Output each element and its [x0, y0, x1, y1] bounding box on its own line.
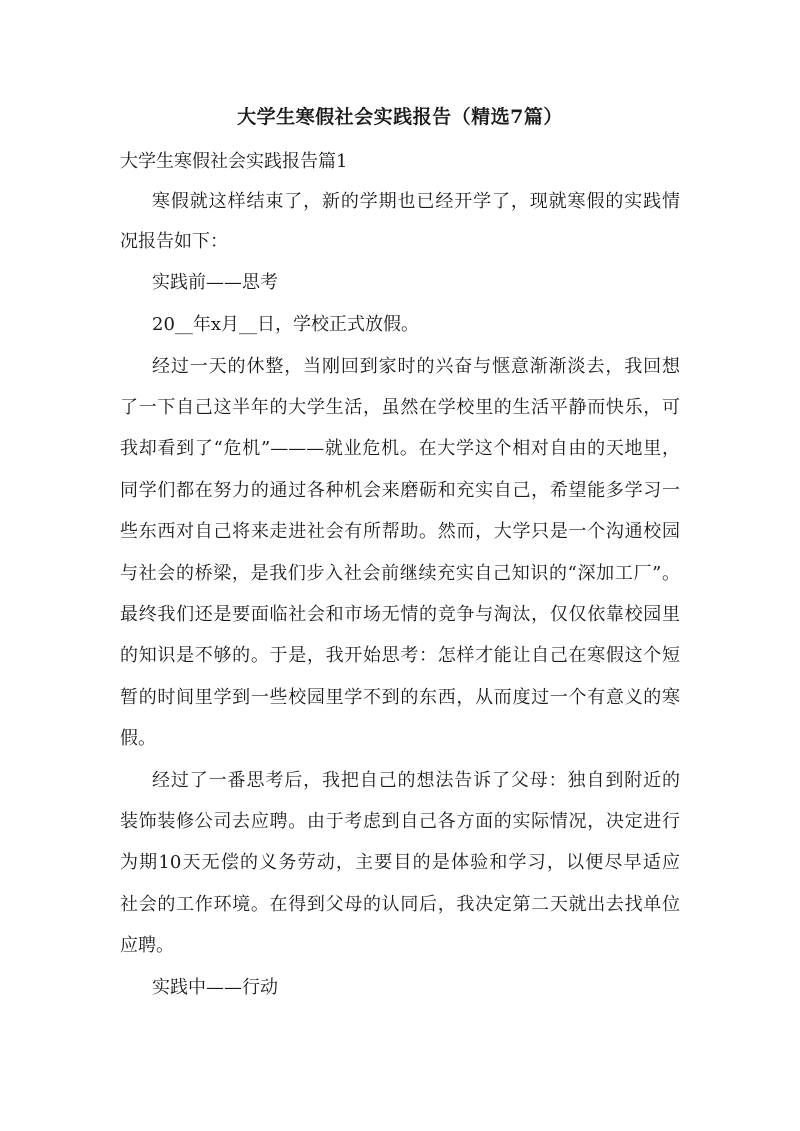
paragraph-line: 了一下自己这半年的大学生活，虽然在学校里的生活平静而快乐，可	[120, 397, 680, 418]
paragraph-line: 我却看到了“危机”———就业危机。在大学这个相对自由的天地里，	[120, 438, 680, 459]
paragraph-line: 同学们都在努力的通过各种机会来磨砺和充实自己，希望能多学习一	[120, 480, 680, 501]
paragraph-line: 寒假就这样结束了，新的学期也已经开学了，现就寒假的实践情	[152, 191, 680, 212]
paragraph-line: 暂的时间里学到一些校园里学不到的东西，从而度过一个有意义的寒	[120, 687, 680, 708]
paragraph-line: 装饰装修公司去应聘。由于考虑到自己各方面的实际情况，决定进行	[120, 811, 680, 832]
document-title: 大学生寒假社会实践报告（精选7篇）	[237, 106, 563, 128]
subheading-line: 实践前——思考	[152, 272, 278, 293]
paragraph-line: 经过一天的休整，当刚回到家时的兴奋与惬意渐渐淡去，我回想	[152, 356, 680, 377]
paragraph-line: 些东西对自己将来走进社会有所帮助。然而，大学只是一个沟通校园	[120, 521, 680, 542]
paragraph-line: 社会的工作环境。在得到父母的认同后，我决定第二天就出去找单位	[120, 894, 680, 915]
paragraph-line: 假。	[120, 728, 156, 749]
paragraph-line: 的知识是不够的。于是，我开始思考：怎样才能让自己在寒假这个短	[120, 645, 680, 666]
section-title: 大学生寒假社会实践报告篇1	[120, 151, 348, 172]
paragraph-line: 为期10天无偿的义务劳动，主要目的是体验和学习，以便尽早适应	[120, 852, 680, 873]
paragraph-line: 最终我们还是要面临社会和市场无情的竞争与淘汰，仅仅依靠校园里	[120, 604, 680, 625]
paragraph-line: 20__年x月__日，学校正式放假。	[152, 314, 420, 335]
paragraph-line: 应聘。	[120, 935, 174, 956]
paragraph-line: 经过了一番思考后，我把自己的想法告诉了父母：独自到附近的	[152, 770, 680, 791]
paragraph-line: 况报告如下：	[120, 231, 228, 252]
subheading-line: 实践中——行动	[152, 977, 278, 998]
paragraph-line: 与社会的桥梁，是我们步入社会前继续充实自己知识的“深加工厂”。	[120, 563, 680, 584]
